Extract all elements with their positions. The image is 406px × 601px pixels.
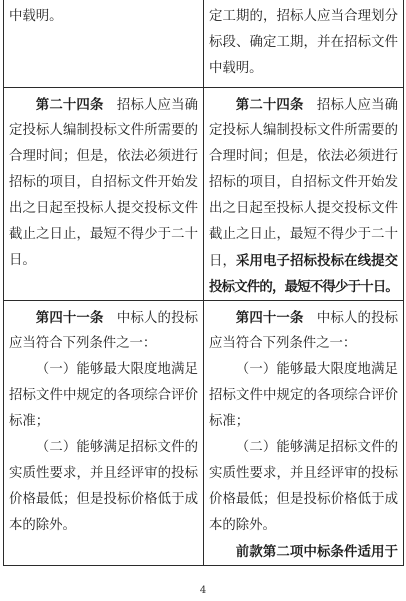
text-line: 应当符合下列条件之一： (209, 336, 357, 351)
text-line: （一）能够最大限度地满足 (235, 362, 398, 377)
amended-text-line: 投标文件的，最短不得少于十日。 (209, 279, 398, 295)
text-line: 招标的项目，自招标文件开始发 (9, 175, 198, 190)
text-line: 标段、确定工期，并在招标文件 (209, 35, 398, 50)
text-segment: 中标人的投标 (116, 311, 199, 326)
text-line (209, 248, 398, 274)
text-line (9, 305, 198, 331)
text-line: 应当符合下列条件之一： (9, 336, 157, 351)
text-line: 标准； (9, 414, 50, 429)
text-line: 合理时间；但是，依法必须进行 (209, 149, 398, 164)
revised-text-cell (204, 0, 403, 87)
table-row-continued-clause (4, 0, 403, 88)
original-text-cell (4, 0, 204, 87)
text-line: 定投标人编制投标文件所需要的 (209, 123, 398, 138)
revised-text-cell (204, 301, 403, 565)
text-segment: 中标人的投标 (316, 311, 399, 326)
text-line: 中载明。 (209, 61, 263, 76)
text-segment: 日， (209, 254, 237, 269)
original-text-cell (4, 301, 204, 565)
text-line: 定工期的，招标人应当合理划分 (209, 9, 398, 24)
text-line: 出之日起至投标人提交投标文件 (9, 201, 198, 216)
comparison-table (3, 0, 404, 566)
revised-text-cell (204, 88, 403, 300)
table-row-article-24 (4, 88, 403, 301)
text-line: 本的除外。 (209, 518, 276, 533)
text-line (209, 305, 398, 331)
text-line: （一）能够最大限度地满足 (35, 362, 198, 377)
article-number: 第四十一条 (35, 310, 104, 326)
text-line: 本的除外。 (9, 518, 76, 533)
amended-text: 采用电子招标投标在线提交 (236, 253, 399, 269)
text-line: 招标文件中规定的各项综合评价 (9, 388, 198, 403)
text-line: 价格最低；但是投标价格低于成 (9, 492, 198, 507)
text-line: 截止之日止，最短不得少于二十 (209, 227, 398, 242)
text-line: 合理时间；但是，依法必须进行 (9, 149, 198, 164)
text-line: （二）能够满足招标文件的 (235, 440, 398, 455)
amended-text-line: 前款第二项中标条件适用于 (235, 544, 398, 560)
text-line: 标准； (209, 414, 250, 429)
article-number: 第四十一条 (235, 310, 304, 326)
text-line: 实质性要求，并且经评审的投标 (209, 466, 398, 481)
text-line: 招标文件中规定的各项综合评价 (209, 388, 398, 403)
text-line: 招标的项目，自招标文件开始发 (209, 175, 398, 190)
page-number: 4 (199, 585, 207, 596)
text-line: 定投标人编制投标文件所需要的 (9, 123, 198, 138)
text-line: 中载明。 (9, 9, 63, 24)
original-text-cell (4, 88, 204, 300)
text-line: 价格最低；但是投标价格低于成 (209, 492, 398, 507)
text-line (9, 92, 198, 118)
article-number: 第二十四条 (35, 97, 104, 113)
text-line: 出之日起至投标人提交投标文件 (209, 201, 398, 216)
text-segment: 招标人应当确 (316, 98, 399, 113)
text-segment: 招标人应当确 (116, 98, 199, 113)
text-line: （二）能够满足招标文件的 (35, 440, 198, 455)
text-line: 实质性要求，并且经评审的投标 (9, 466, 198, 481)
text-line: 截止之日止，最短不得少于二十 (9, 227, 198, 242)
article-number: 第二十四条 (235, 97, 304, 113)
table-row-article-41 (4, 301, 403, 566)
text-line (209, 92, 398, 118)
text-line: 日。 (9, 253, 36, 268)
